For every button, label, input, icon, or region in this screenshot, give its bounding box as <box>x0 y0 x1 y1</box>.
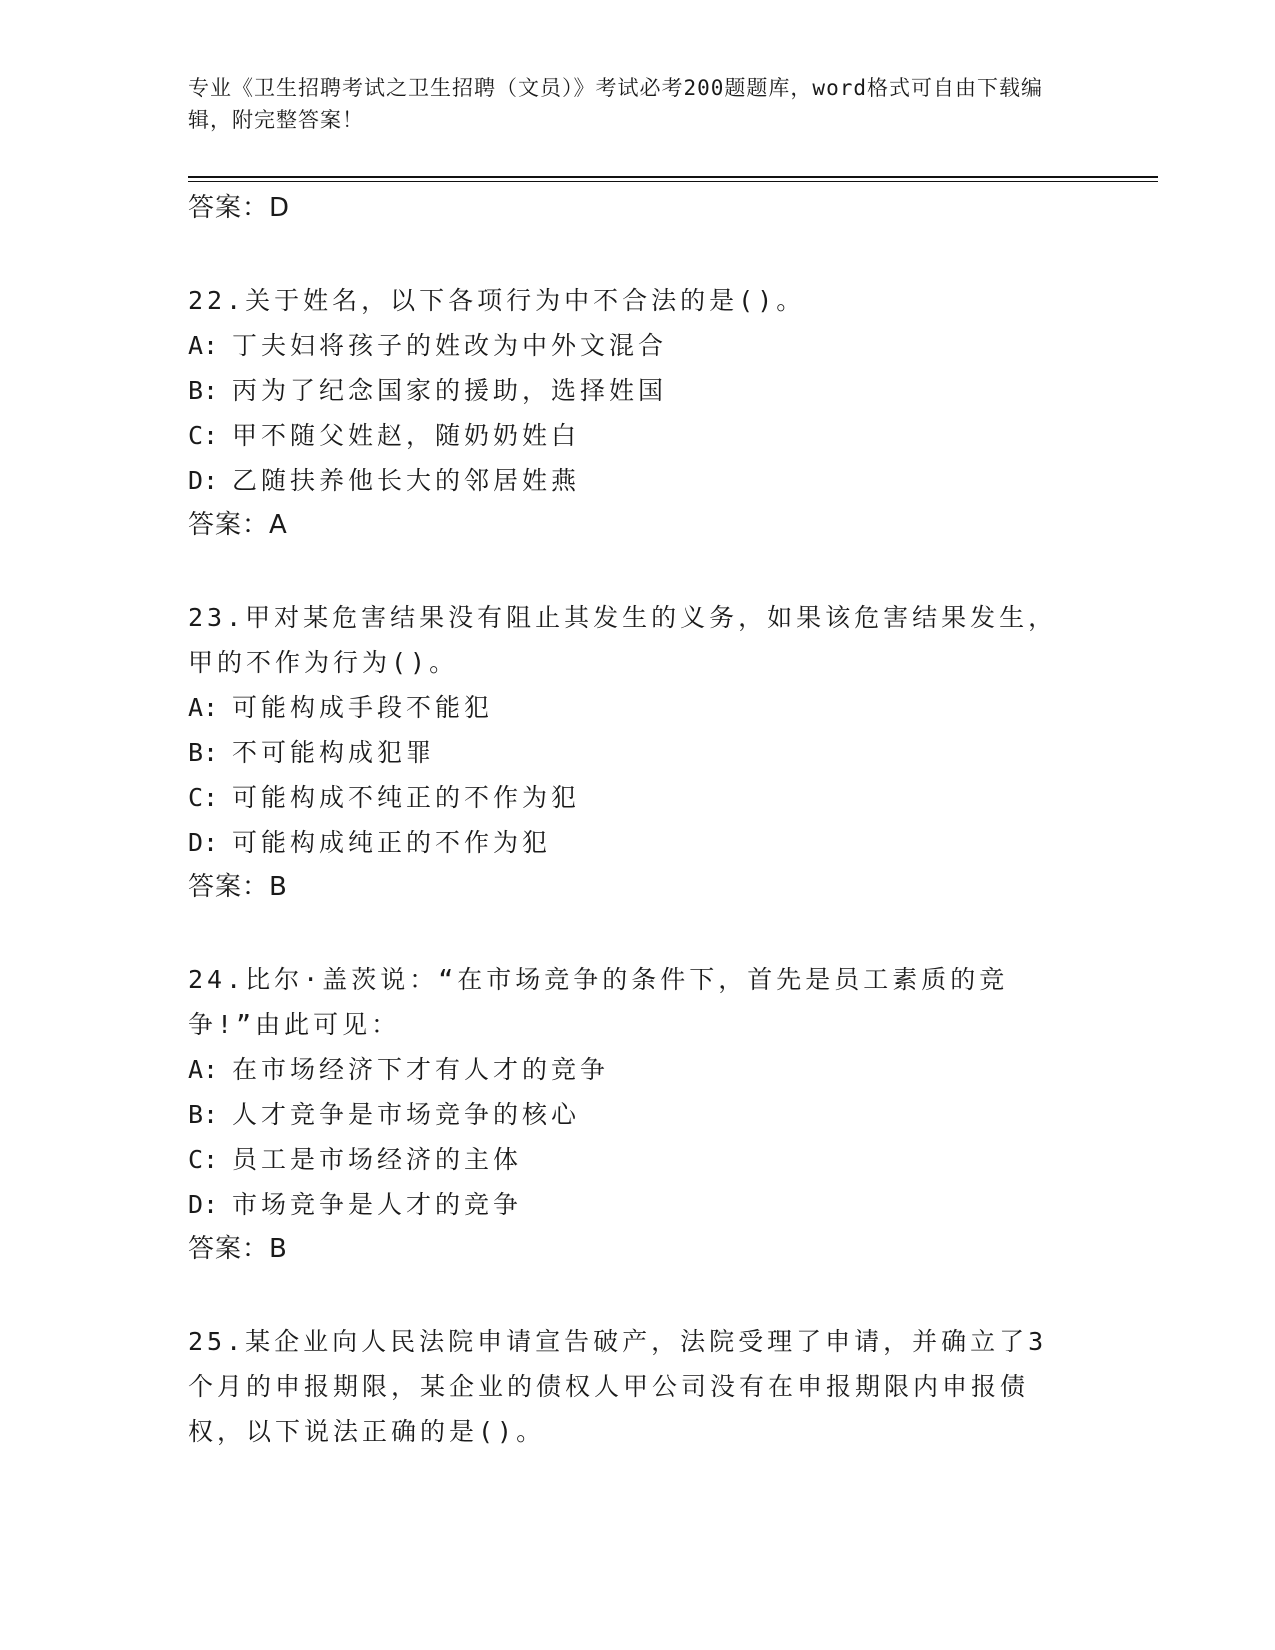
option-letter: D: <box>188 1190 219 1219</box>
option-text: 可能构成不纯正的不作为犯 <box>232 783 581 812</box>
option-c <box>188 1137 1158 1182</box>
option-text: 丙为了纪念国家的援助，选择姓国 <box>232 376 668 405</box>
question-stem: 22.关于姓名，以下各项行为中不合法的是()。 <box>188 286 806 315</box>
question-stem: 24.比尔·盖茨说：“在市场竞争的条件下，首先是员工素质的竞争!”由此可见： <box>188 965 1009 1039</box>
option-d <box>188 820 1158 865</box>
document-header: 专业《卫生招聘考试之卫生招聘（文员）》考试必考200题题库，word格式可自由下载编辑，附完整答案！ <box>188 76 1043 132</box>
option-letter: B: <box>188 376 219 405</box>
option-text: 可能构成纯正的不作为犯 <box>232 828 552 857</box>
option-letter: C: <box>188 1145 219 1174</box>
question-24 <box>188 957 1158 1271</box>
question-23 <box>188 595 1158 909</box>
option-c <box>188 775 1158 820</box>
question-22 <box>188 278 1158 547</box>
option-a <box>188 1047 1158 1092</box>
question-25 <box>188 1319 1158 1454</box>
option-d <box>188 1182 1158 1227</box>
answer-line: 答案：B <box>188 872 288 902</box>
question-stem: 25.某企业向人民法院申请宣告破产，法院受理了申请，并确立了3个月的申报期限，某企业的债权人甲公司没有在申报期限内申报债权，以下说法正确的是()。 <box>188 1327 1048 1446</box>
answer-line: 答案：A <box>188 510 288 540</box>
option-text: 市场竞争是人才的竞争 <box>232 1190 523 1219</box>
header-divider <box>188 176 1158 178</box>
option-letter: B: <box>188 738 219 767</box>
option-text: 乙随扶养他长大的邻居姓燕 <box>232 466 581 495</box>
option-text: 不可能构成犯罪 <box>232 738 436 767</box>
option-text: 员工是市场经济的主体 <box>232 1145 523 1174</box>
question-stem: 23.甲对某危害结果没有阻止其发生的义务，如果该危害结果发生，甲的不作为行为()。 <box>188 603 1058 677</box>
option-text: 丁夫妇将孩子的姓改为中外文混合 <box>232 331 668 360</box>
option-b <box>188 1092 1158 1137</box>
option-letter: D: <box>188 828 219 857</box>
document-page <box>188 72 1158 1454</box>
option-list <box>188 323 1158 503</box>
option-letter: A: <box>188 331 219 360</box>
option-letter: B: <box>188 1100 219 1129</box>
option-text: 可能构成手段不能犯 <box>232 693 494 722</box>
option-d <box>188 458 1158 503</box>
answer-line: 答案：B <box>188 1234 288 1264</box>
option-list <box>188 1047 1158 1227</box>
option-letter: A: <box>188 1055 219 1084</box>
option-b <box>188 368 1158 413</box>
option-a <box>188 323 1158 368</box>
option-letter: A: <box>188 693 219 722</box>
option-b <box>188 730 1158 775</box>
option-letter: C: <box>188 783 219 812</box>
option-text: 在市场经济下才有人才的竞争 <box>232 1055 610 1084</box>
option-c <box>188 413 1158 458</box>
option-list <box>188 685 1158 865</box>
option-a <box>188 685 1158 730</box>
option-letter: D: <box>188 466 219 495</box>
option-text: 甲不随父姓赵，随奶奶姓白 <box>232 421 581 450</box>
option-text: 人才竞争是市场竞争的核心 <box>232 1100 581 1129</box>
previous-answer: 答案：D <box>188 193 291 223</box>
option-letter: C: <box>188 421 219 450</box>
